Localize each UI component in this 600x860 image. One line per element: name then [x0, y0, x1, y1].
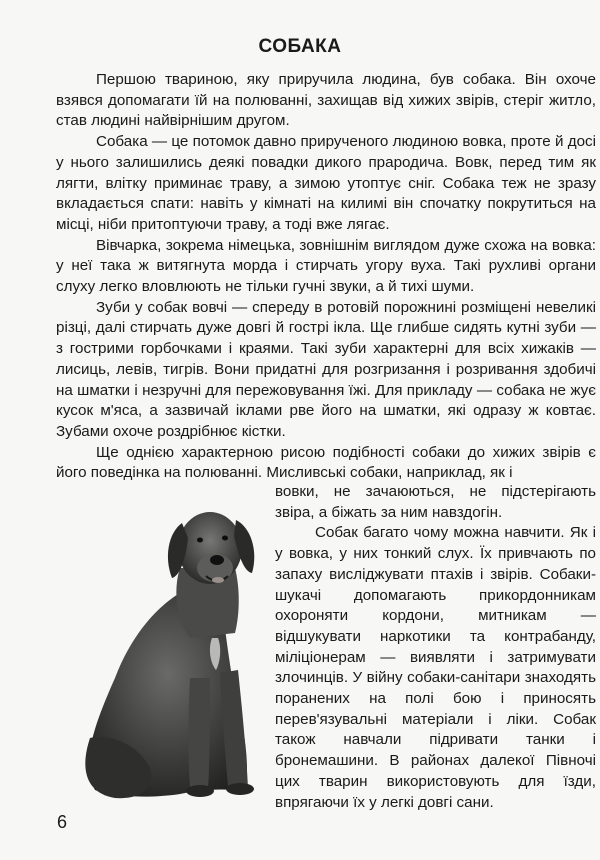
- dog-photo: [60, 498, 280, 803]
- article-body: [56, 70, 596, 484]
- paragraph-1: Першою твариною, яку приручила людина, був собака. Він охоче взявся допомагати їй на полюванні, захищав від хижих звірів, стеріг житло, став людині найвірнішим другом.: [56, 71, 596, 130]
- page-number: 6: [57, 812, 68, 832]
- paragraph-5: Ще однією характерною рисою подібності собаки до хижих звірів є його поведінка на полюванні. Мисливські собаки, наприклад, як і: [56, 443, 596, 482]
- paragraph-4: Зуби у собак вовчі — спереду в ротовій порожнині розміщені невеликі різці, далі стирчать дуже довгі й гострі ікла. Ще глибше сидять кутні зуби — з гострими горбочками і краями. Такі зуби характерні для всіх хижаків — лисиць, левів, тигрів. Вони придатні для розгризання і розривання здобичі на шматки і незручні для пережовування їжі. Для прикладу — собака не жує кусок м'яса, а зазвичай іклами рве його на шматки, які одразу ж ковтає. Зубами охоче роздрібнює кістки.: [56, 298, 596, 440]
- paragraph-3: Вівчарка, зокрема німецька, зовнішнім виглядом дуже схожа на вовка: у неї така ж витягнута морда і стирчать угору вуха. Такі рухливі органи слуху легко вловлюють не тільки гучні звуки, а й тихі шуми.: [56, 236, 596, 296]
- wrapped-text: [275, 482, 596, 813]
- paragraph-2: Собака — це потомок давно прирученого людиною вовка, проте й досі у нього залишились деякі повадки дикого прародича. Вовк, перед тим як лягти, влітку приминає траву, а зимою утоптує сніг. Собака теж не зразу вкладається спати: навіть у кімнаті на килимі він спочатку покрутиться на місці, ніби притоптуючи траву, а тоді вже лягає.: [56, 133, 596, 233]
- paragraph-5-continued: вовки, не зачаюються, не підстерігають звіра, а біжать за ним навздогін.: [275, 483, 596, 521]
- page-title: СОБАКА: [258, 36, 342, 57]
- paragraph-6: Собак багато чому можна навчити. Як і у вовка, у них тонкий слух. Їх привчають по запаху висліджувати птахів і звірів. Собаки-шукачі допомагають прикордонникам охороняти кордони, митникам — відшукувати наркотики та контрабанду, міліціонерам — виявляти і затримувати злочинців. У війну собаки-санітари знаходять поранених на полі бою і приносять перев'язувальні матеріали і ліки. Собак також навчали підривати танки і бронемашини. В районах далекої Півночі цих тварин використовують для їзди, впрягаючи їх у легкі довгі сани.: [275, 524, 596, 811]
